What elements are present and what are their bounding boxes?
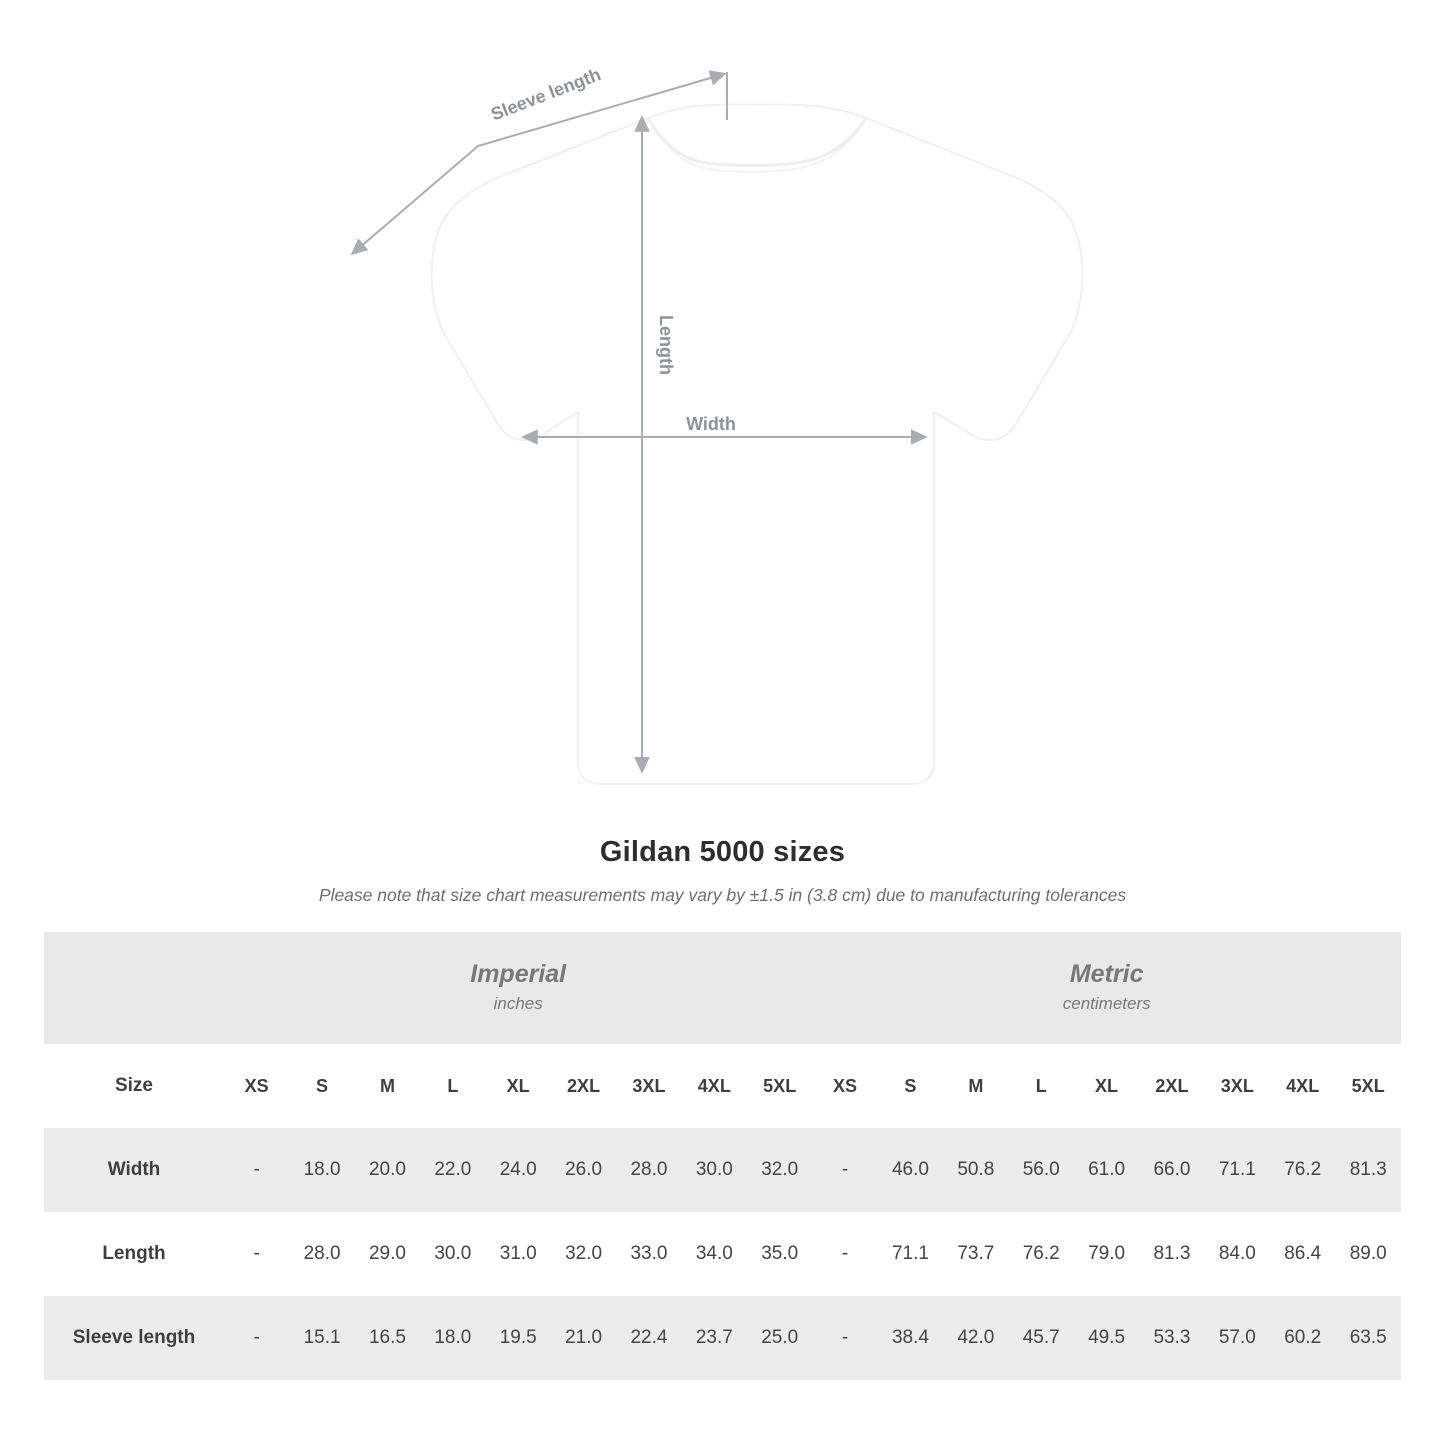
size-col-imperial-2xl: 2XL [551,1044,616,1128]
imperial-title: Imperial [470,959,567,988]
sleeve-metric-l: 45.7 [1009,1296,1074,1380]
size-col-imperial-5xl: 5XL [747,1044,812,1128]
size-col-metric-xs: XS [812,1044,877,1128]
sleeve-metric-4xl: 60.2 [1270,1296,1335,1380]
width-imperial-2xl: 26.0 [551,1128,616,1212]
width-metric-xs: - [812,1128,877,1212]
unit-group-metric [812,932,1401,1044]
length-imperial-5xl: 35.0 [747,1212,812,1296]
width-metric-xl: 61.0 [1074,1128,1139,1212]
size-col-metric-4xl: 4XL [1270,1044,1335,1128]
sleeve-imperial-4xl: 23.7 [682,1296,747,1380]
tshirt-shape [432,104,1083,784]
row-label-width: Width [44,1128,224,1212]
sleeve-imperial-xl: 19.5 [486,1296,551,1380]
table-row [44,1212,1401,1296]
size-table [44,932,1401,1380]
size-col-metric-m: M [943,1044,1008,1128]
metric-unit: centimeters [1062,994,1151,1014]
imperial-unit: inches [493,994,543,1014]
sleeve-length-label: Sleeve length [488,64,604,125]
length-imperial-m: 29.0 [355,1212,420,1296]
sleeve-imperial-3xl: 22.4 [616,1296,681,1380]
width-imperial-l: 22.0 [420,1128,485,1212]
length-metric-xs: - [812,1212,877,1296]
sleeve-metric-s: 38.4 [878,1296,943,1380]
width-imperial-xs: - [224,1128,289,1212]
table-row [44,1128,1401,1212]
length-imperial-l: 30.0 [420,1212,485,1296]
length-metric-s: 71.1 [878,1212,943,1296]
length-imperial-xl: 31.0 [486,1212,551,1296]
size-table-wrapper [44,932,1401,1380]
width-label: Width [686,414,736,434]
size-col-imperial-xs: XS [224,1044,289,1128]
measurement-note: Please note that size chart measurements may vary by ±1.5 in (3.8 cm) due to manufacturing tolerances [318,885,1127,905]
length-metric-l: 76.2 [1009,1212,1074,1296]
size-col-metric-s: S [878,1044,943,1128]
sleeve-metric-xs: - [812,1296,877,1380]
sleeve-imperial-s: 15.1 [289,1296,354,1380]
size-col-imperial-l: L [420,1044,485,1128]
sleeve-metric-m: 42.0 [943,1296,1008,1380]
page-title: Gildan 5000 sizes [599,836,846,868]
width-imperial-m: 20.0 [355,1128,420,1212]
metric-title: Metric [1069,959,1144,988]
size-col-metric-2xl: 2XL [1139,1044,1204,1128]
unit-group-imperial [224,932,812,1044]
sleeve-imperial-5xl: 25.0 [747,1296,812,1380]
width-metric-s: 46.0 [878,1128,943,1212]
unit-header-row [44,932,1401,1044]
length-metric-m: 73.7 [943,1212,1008,1296]
size-col-imperial-3xl: 3XL [616,1044,681,1128]
length-metric-5xl: 89.0 [1335,1212,1401,1296]
sleeve-imperial-m: 16.5 [355,1296,420,1380]
unit-header-spacer [44,932,224,1044]
length-metric-xl: 79.0 [1074,1212,1139,1296]
length-imperial-s: 28.0 [289,1212,354,1296]
size-col-imperial-m: M [355,1044,420,1128]
size-col-metric-3xl: 3XL [1205,1044,1270,1128]
length-imperial-4xl: 34.0 [682,1212,747,1296]
width-metric-4xl: 76.2 [1270,1128,1335,1212]
width-imperial-5xl: 32.0 [747,1128,812,1212]
size-col-metric-l: L [1009,1044,1074,1128]
width-imperial-xl: 24.0 [486,1128,551,1212]
sleeve-imperial-2xl: 21.0 [551,1296,616,1380]
width-metric-2xl: 66.0 [1139,1128,1204,1212]
table-row [44,1296,1401,1380]
width-imperial-4xl: 30.0 [682,1128,747,1212]
length-label: Length [656,315,676,375]
length-imperial-3xl: 33.0 [616,1212,681,1296]
sleeve-metric-2xl: 53.3 [1139,1296,1204,1380]
length-imperial-2xl: 32.0 [551,1212,616,1296]
width-metric-3xl: 71.1 [1205,1128,1270,1212]
sleeve-metric-5xl: 63.5 [1335,1296,1401,1380]
size-col-imperial-4xl: 4XL [682,1044,747,1128]
row-label-sleeve-length: Sleeve length [44,1296,224,1380]
width-imperial-s: 18.0 [289,1128,354,1212]
length-metric-4xl: 86.4 [1270,1212,1335,1296]
title-block [0,836,1445,906]
sleeve-imperial-xs: - [224,1296,289,1380]
length-metric-2xl: 81.3 [1139,1212,1204,1296]
width-metric-5xl: 81.3 [1335,1128,1401,1212]
size-label: Size [44,1044,224,1128]
size-col-imperial-xl: XL [486,1044,551,1128]
width-metric-m: 50.8 [943,1128,1008,1212]
length-imperial-xs: - [224,1212,289,1296]
size-header-row [44,1044,1401,1128]
size-col-imperial-s: S [289,1044,354,1128]
sleeve-metric-xl: 49.5 [1074,1296,1139,1380]
size-col-metric-5xl: 5XL [1335,1044,1401,1128]
length-metric-3xl: 84.0 [1205,1212,1270,1296]
width-metric-l: 56.0 [1009,1128,1074,1212]
width-imperial-3xl: 28.0 [616,1128,681,1212]
size-col-metric-xl: XL [1074,1044,1139,1128]
sleeve-imperial-l: 18.0 [420,1296,485,1380]
sleeve-metric-3xl: 57.0 [1205,1296,1270,1380]
row-label-length: Length [44,1212,224,1296]
